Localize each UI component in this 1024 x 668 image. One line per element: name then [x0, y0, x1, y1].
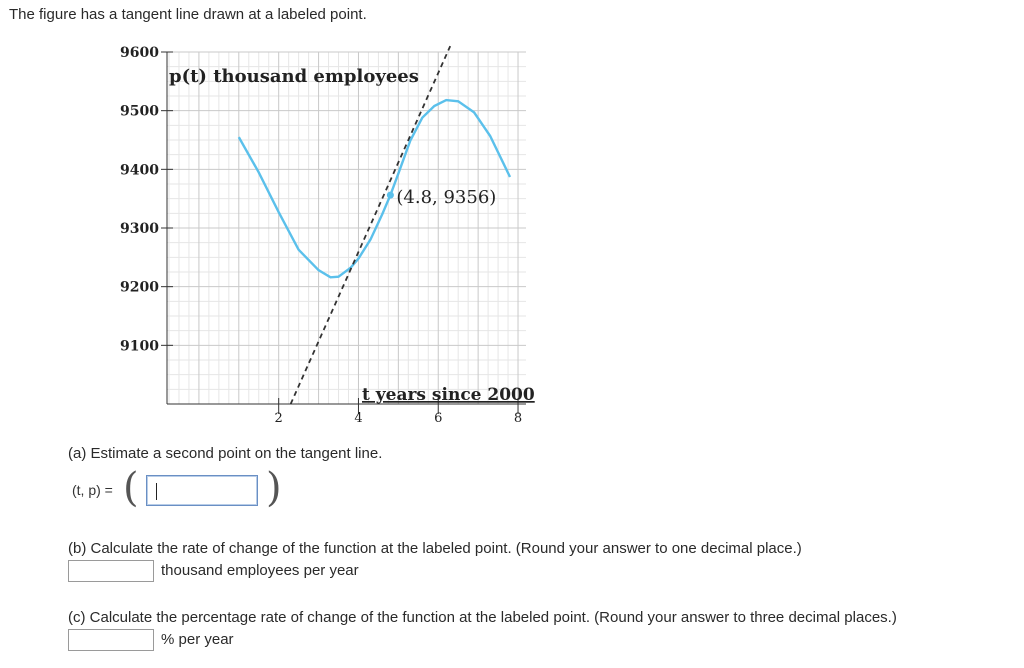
x-tick-label: 6: [434, 411, 443, 426]
part-c-question: (c) Calculate the percentage rate of change of the function at the labeled point. (Round your answer to three decimal places.): [68, 609, 897, 626]
percent-rate-input[interactable]: [69, 630, 161, 650]
problem-intro: The figure has a tangent line drawn at a labeled point.: [9, 6, 367, 23]
y-ticks: [120, 45, 173, 354]
open-paren: (: [123, 465, 139, 511]
rate-unit: thousand employees per year: [161, 562, 359, 579]
close-paren: ): [266, 465, 282, 511]
y-axis-label: p(t) thousand employees: [169, 66, 419, 87]
x-tick-label: 2: [274, 411, 283, 426]
tangent-line-graph: [0, 0, 560, 440]
pair-label: (t, p) =: [72, 482, 113, 498]
percent-rate-answer-box[interactable]: [68, 629, 154, 651]
part-a-question: (a) Estimate a second point on the tangent line.: [68, 445, 383, 462]
y-tick-label: 9400: [120, 162, 159, 179]
point-input-box[interactable]: [146, 475, 258, 506]
rate-answer-box[interactable]: [68, 560, 154, 582]
point-input[interactable]: [147, 476, 269, 505]
percent-rate-unit: % per year: [161, 631, 234, 648]
text-cursor: [156, 483, 157, 500]
y-tick-label: 9500: [120, 103, 159, 120]
y-tick-label: 9200: [120, 279, 159, 296]
grid-major: [167, 52, 526, 404]
labeled-point-label: (4.8, 9356): [396, 187, 497, 209]
y-tick-label: 9300: [120, 221, 159, 237]
tangent-line: [291, 46, 451, 404]
part-b-question: (b) Calculate the rate of change of the function at the labeled point. (Round your answer to one decimal place.): [68, 540, 802, 557]
y-tick-label: 9600: [120, 45, 159, 61]
x-tick-label: 8: [513, 411, 523, 426]
x-axis-label: t years since 2000: [362, 385, 535, 405]
rate-input[interactable]: [69, 561, 161, 581]
y-tick-label: 9100: [120, 338, 159, 355]
x-tick-label: 4: [354, 411, 363, 426]
labeled-point: [387, 192, 394, 199]
